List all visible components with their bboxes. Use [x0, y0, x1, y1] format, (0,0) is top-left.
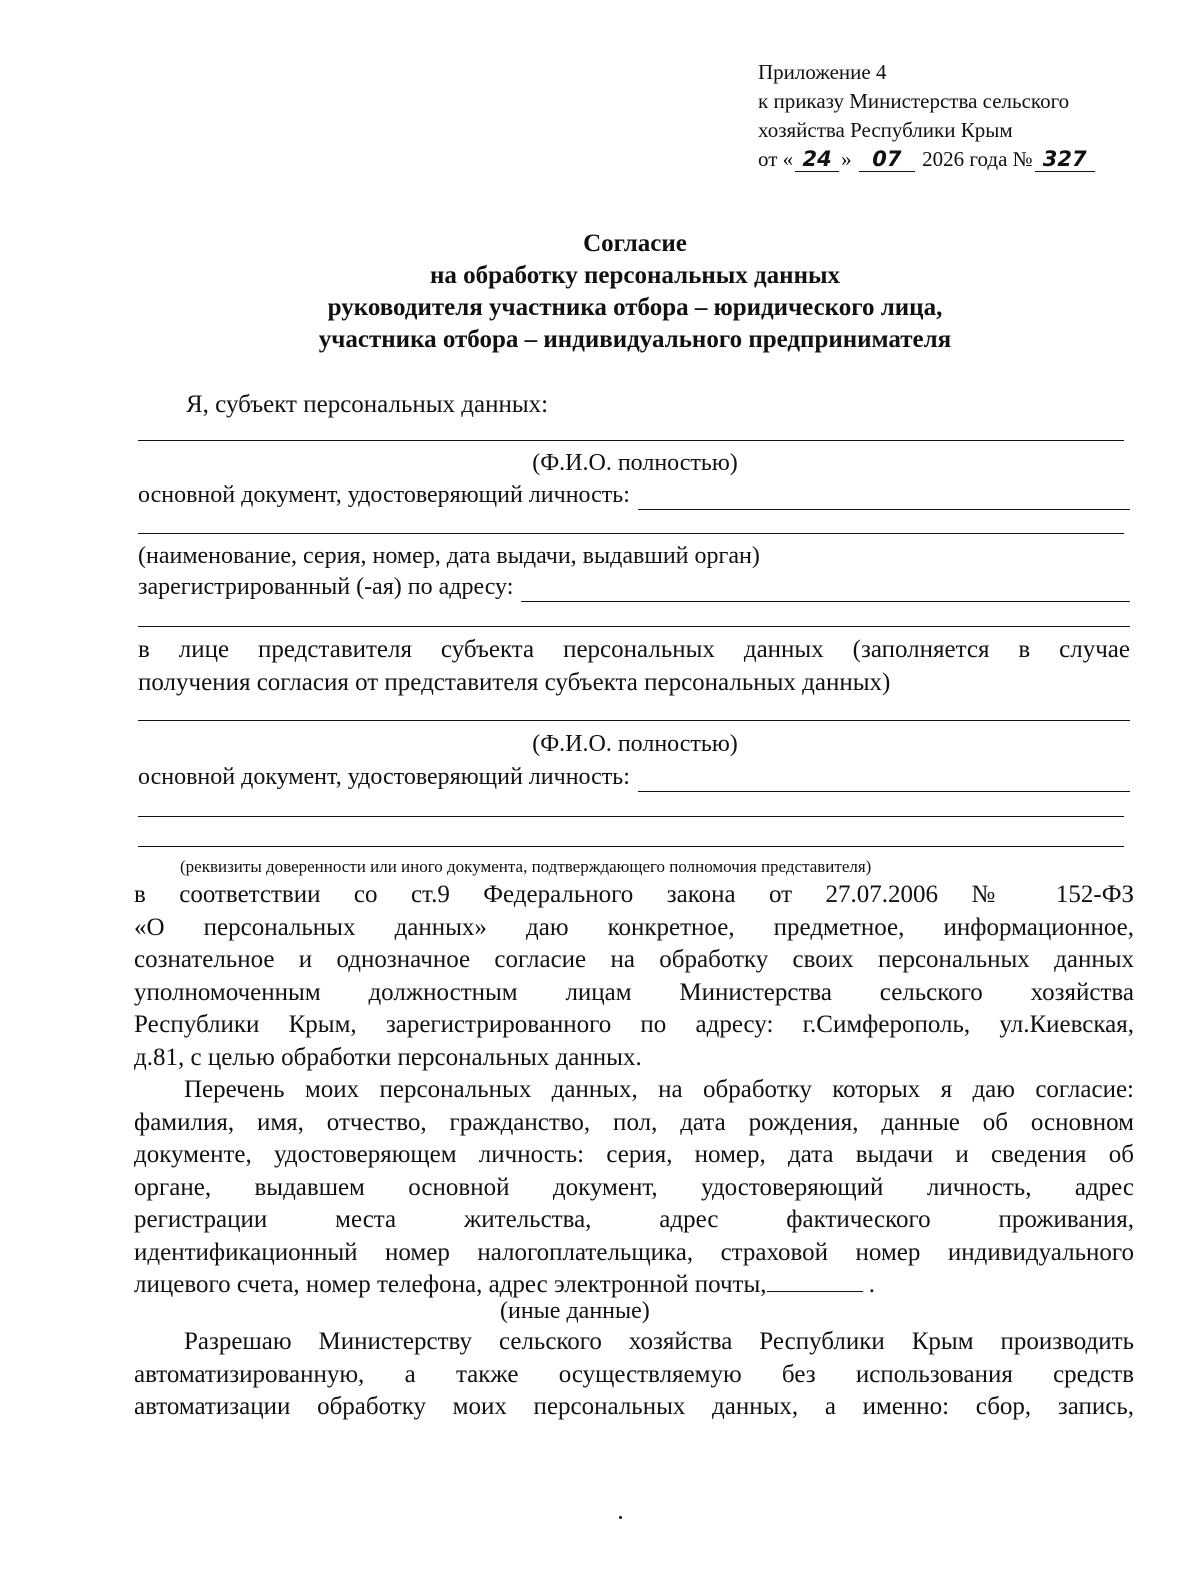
data-list-line: документе, удостоверяющем личность: серия, номер, дата выдачи и сведения об	[134, 1141, 1134, 1168]
date-year: 2026 года №	[922, 147, 1033, 171]
id-doc-row-2	[138, 762, 1130, 792]
poa-field-line-1[interactable]	[138, 816, 1124, 817]
poa-field-line-2[interactable]	[138, 846, 1124, 847]
permission-line: Разрешаю Министерству сельского хозяйства Республики Крым производить	[184, 1328, 1134, 1355]
data-list-line: органе, выдавшем основной документ, удостоверяющий личность, адрес	[134, 1173, 1134, 1201]
id-doc-field-2[interactable]	[638, 769, 1130, 792]
document-title	[140, 228, 1130, 356]
representative-line-2: получения согласия от представителя субъекта персональных данных)	[138, 668, 891, 696]
id-doc-label-2: основной документ, удостоверяющий личность:	[138, 764, 630, 790]
permission-line: автоматизированную, а также осуществляемую без использования средств	[134, 1360, 1134, 1388]
id-doc-field-1[interactable]	[638, 487, 1130, 510]
data-list-end: .	[868, 1271, 876, 1298]
data-list-line: регистрации места жительства, адрес фактического проживания,	[134, 1206, 1134, 1233]
consent-line: уполномоченным должностным лицам Министерства сельского хозяйства	[134, 978, 1134, 1006]
consent-line: д.81, с целью обработки персональных данных.	[134, 1043, 642, 1071]
data-list-paragraph	[134, 1074, 1134, 1302]
consent-line: «О персональных данных» даю конкретное, предметное, информационное,	[134, 913, 1134, 941]
id-doc-row-1	[138, 480, 1130, 510]
appendix-date-line	[758, 145, 1097, 174]
date-day-handwritten: 24	[795, 147, 839, 172]
representative-text	[138, 634, 1130, 699]
title-line-4: участника отбора – индивидуального предпринимателя	[318, 326, 952, 353]
id-doc-label-1: основной документ, удостоверяющий личность:	[138, 482, 630, 508]
representative-line-1: в лице представителя субъекта персональных данных (заполняется в случае	[138, 636, 1130, 663]
data-list-line: Перечень моих персональных данных, на обработку которых я даю согласие:	[184, 1076, 1134, 1103]
other-data-caption: (иные данные)	[500, 1298, 650, 1324]
scan-speck	[619, 1516, 622, 1519]
poa-caption: (реквизиты доверенности или иного документа, подтверждающего полномочия представителя)	[180, 857, 872, 876]
title-line-1: Согласие	[583, 230, 687, 257]
date-month-handwritten: 07	[859, 147, 915, 172]
fio-caption-2: (Ф.И.О. полностью)	[532, 731, 738, 757]
consent-paragraph	[134, 879, 1134, 1074]
other-data-field[interactable]	[767, 1271, 863, 1292]
id-doc-field-line-2[interactable]	[138, 533, 1124, 534]
id-doc-caption: (наименование, серия, номер, дата выдачи, выдавший орган)	[138, 543, 760, 569]
address-row	[138, 572, 1130, 602]
permission-paragraph	[134, 1326, 1134, 1424]
appendix-header	[758, 58, 1097, 174]
subject-intro: Я, субъект персональных данных:	[186, 391, 549, 418]
address-label: зарегистрированный (-ая) по адресу:	[138, 574, 514, 600]
fio-field-line-1[interactable]	[138, 440, 1124, 441]
consent-line: в соответствии со ст.9 Федерального закона от 27.07.2006 № 152-ФЗ	[134, 881, 1134, 908]
address-field-line-2[interactable]	[138, 626, 1130, 627]
order-number-handwritten: 327	[1035, 147, 1095, 172]
data-list-line: фамилия, имя, отчество, гражданство, пол, дата рождения, данные об основном	[134, 1108, 1134, 1136]
fio-caption-1: (Ф.И.О. полностью)	[532, 450, 738, 476]
appendix-number: Приложение 4	[758, 60, 887, 84]
address-field[interactable]	[521, 579, 1130, 602]
data-list-last-text: лицевого счета, номер телефона, адрес электронной почты,	[134, 1271, 767, 1298]
permission-line: автоматизации обработку моих персональных данных, а именно: сбор, запись,	[134, 1393, 1134, 1420]
date-mid: »	[841, 147, 852, 171]
rep-fio-field-line[interactable]	[138, 720, 1130, 721]
consent-line: Республики Крым, зарегистрированного по адресу: г.Симферополь, ул.Киевская,	[134, 1011, 1134, 1038]
consent-line: сознательное и однозначное согласие на обработку своих персональных данных	[134, 946, 1134, 973]
data-list-line: идентификационный номер налогоплательщика, страховой номер индивидуального	[134, 1238, 1134, 1266]
appendix-order-ref: к приказу Министерства сельского	[758, 89, 1070, 113]
date-prefix: от «	[758, 147, 794, 171]
title-line-2: на обработку персональных данных	[430, 262, 840, 289]
title-line-3: руководителя участника отбора – юридического лица,	[327, 294, 943, 321]
appendix-ministry: хозяйства Республики Крым	[758, 118, 1013, 142]
